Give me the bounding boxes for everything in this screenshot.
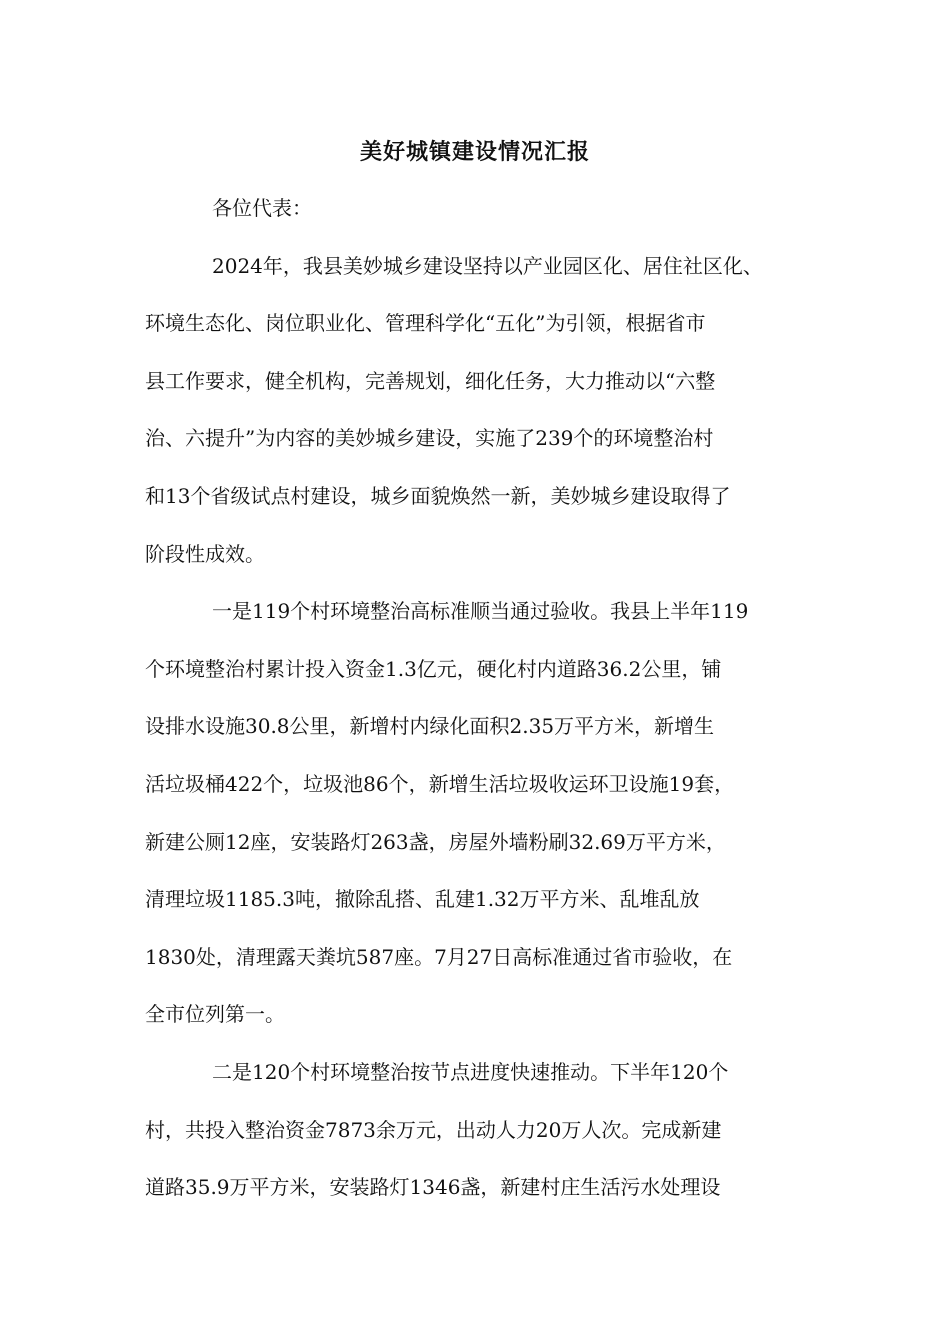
paragraph-line: 一是119个村环境整治高标准顺当通过验收。我县上半年119 [212,599,749,624]
paragraph-line: 二是120个村环境整治按节点进度快速推动。下半年120个 [212,1059,729,1084]
paragraph-line: 村，共投入整治资金7873余万元，出动人力20万人次。完成新建 [145,1117,722,1142]
paragraph-line: 个环境整治村累计投入资金1.3亿元，硬化村内道路36.2公里，铺 [145,656,722,681]
paragraph-intro [145,238,815,584]
paragraph-line: 县工作要求，健全机构，完善规划，细化任务，大力推动以“六整 [145,368,716,393]
paragraph-line: 和13个省级试点村建设，城乡面貌焕然一新，美妙城乡建设取得了 [145,483,731,508]
paragraph-first-point [145,583,815,1044]
paragraph-line: 治、六提升”为内容的美妙城乡建设，实施了239个的环境整治村 [145,426,714,451]
paragraph-line: 新建公厕12座，安装路灯263盏，房屋外墙粉刷32.69万平方米， [145,829,726,854]
document-body [145,180,815,1217]
paragraph-line: 道路35.9万平方米，安装路灯1346盏，新建村庄生活污水处理设 [145,1175,721,1200]
paragraph-line: 清理垃圾1185.3吨，撤除乱搭、乱建1.32万平方米、乱堆乱放 [145,887,700,912]
paragraph-line: 1830处，清理露天粪坑587座。7月27日高标准通过省市验收，在 [145,944,733,969]
document-title: 美好城镇建设情况汇报 [359,139,590,165]
paragraph-line: 全市位列第一。 [145,1002,285,1027]
paragraph-line: 2024年，我县美妙城乡建设坚持以产业园区化、居住社区化、 [212,253,763,278]
paragraph-second-point [145,1044,815,1217]
greeting: 各位代表： [212,196,312,220]
paragraph-line: 阶段性成效。 [145,541,265,566]
paragraph-line: 设排水设施30.8公里，新增村内绿化面积2.35万平方米，新增生 [145,714,715,739]
paragraph-line: 环境生态化、岗位职业化、管理科学化“五化”为引领，根据省市 [145,311,706,336]
paragraph-line: 活垃圾桶422个，垃圾池86个，新增生活垃圾收运环卫设施19套， [145,771,735,796]
